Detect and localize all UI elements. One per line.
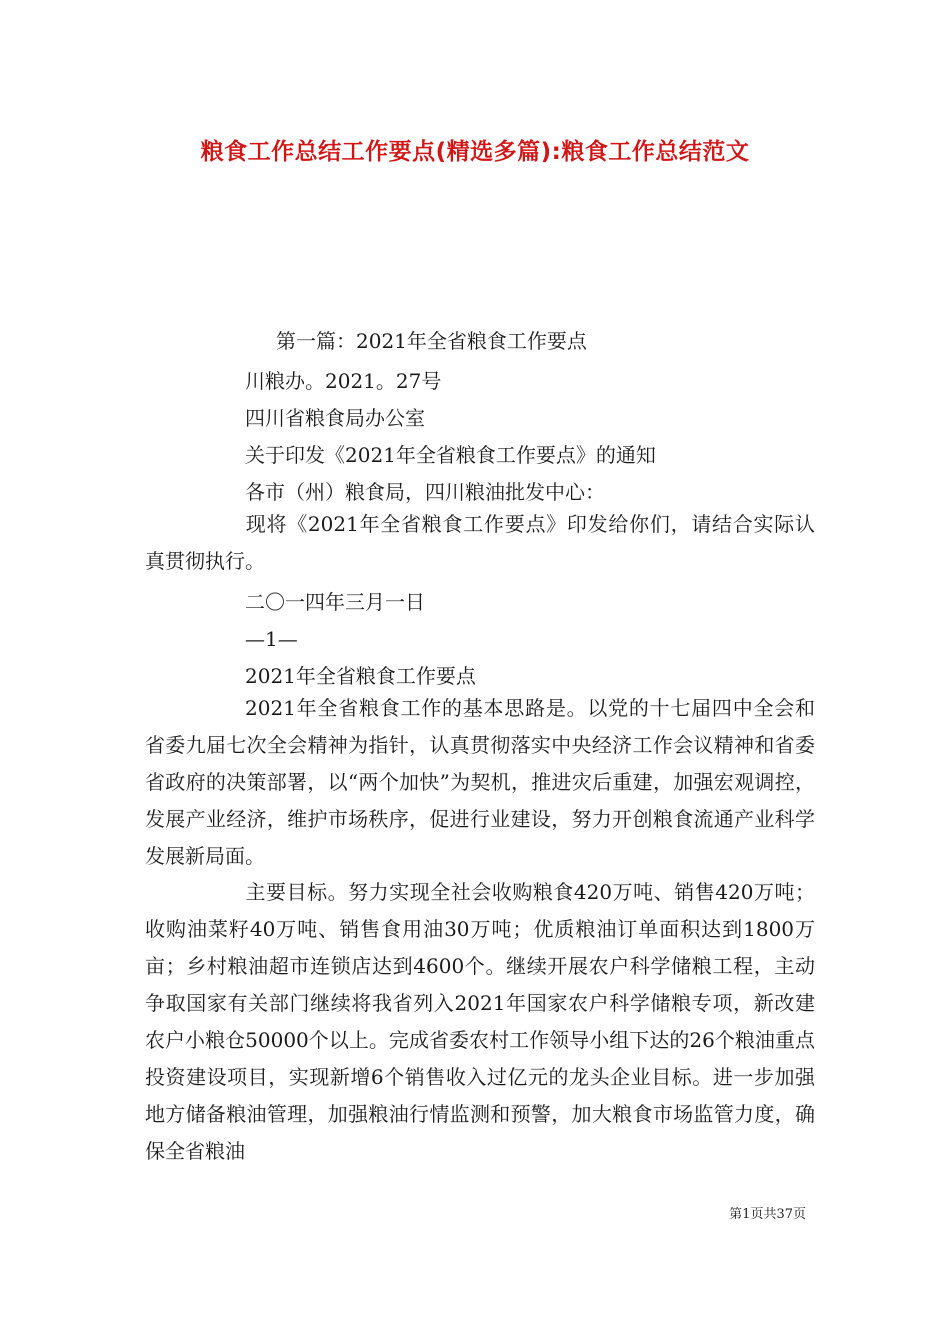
issuing-office: 四川省粮食局办公室 [245,406,425,430]
paragraph-main-targets [145,874,815,1170]
date-line: 二〇一四年三月一日 [245,590,425,614]
document-number: 川粮办。2021。27号 [245,369,442,393]
notice-title: 关于印发《2021年全省粮食工作要点》的通知 [245,443,656,467]
page-mark: —1— [245,627,298,651]
paragraph-basic-approach-text: 2021年全省粮食工作的基本思路是。以党的十七届四中全会和省委九届七次全会精神为指针，认真贯彻落实中央经济工作会议精神和省委省政府的决策部署，以“两个加快”为契机，推进灾后重建，加强宏观调控，发展产业经济，维护市场秩序，促进行业建设，努力开创粮食流通产业科学发展新局面。 [145,696,815,868]
recipients-line: 各市（州）粮食局，四川粮油批发中心： [245,480,605,504]
heading-first-article: 第一篇：2021年全省粮食工作要点 [276,329,587,353]
section-title: 2021年全省粮食工作要点 [245,664,476,688]
paragraph-main-targets-text: 主要目标。努力实现全社会收购粮食420万吨、销售420万吨；收购油菜籽40万吨、销售食用油30万吨；优质粮油订单面积达到1800万亩；乡村粮油超市连锁店达到4600个。继续开展农户科学储粮工程，主动争取国家有关部门继续将我省列入2021年国家农户科学储粮专项，新改建农户小粮仓50000个以上。完成省委农村工作领导小组下达的26个粮油重点投资建设项目，实现新增6个销售收入过亿元的龙头企业目标。进一步加强地方储备粮油管理，加强粮油行情监测和预警，加大粮食市场监管力度，确保全省粮油 [145,880,815,1163]
document-title: 粮食工作总结工作要点(精选多篇):粮食工作总结范文 [200,139,750,165]
paragraph-notice [145,506,815,580]
paragraph-notice-text: 现将《2021年全省粮食工作要点》印发给你们，请结合实际认真贯彻执行。 [145,512,815,573]
page-footer: 第1页共37页 [729,1207,806,1222]
paragraph-basic-approach [145,690,815,875]
